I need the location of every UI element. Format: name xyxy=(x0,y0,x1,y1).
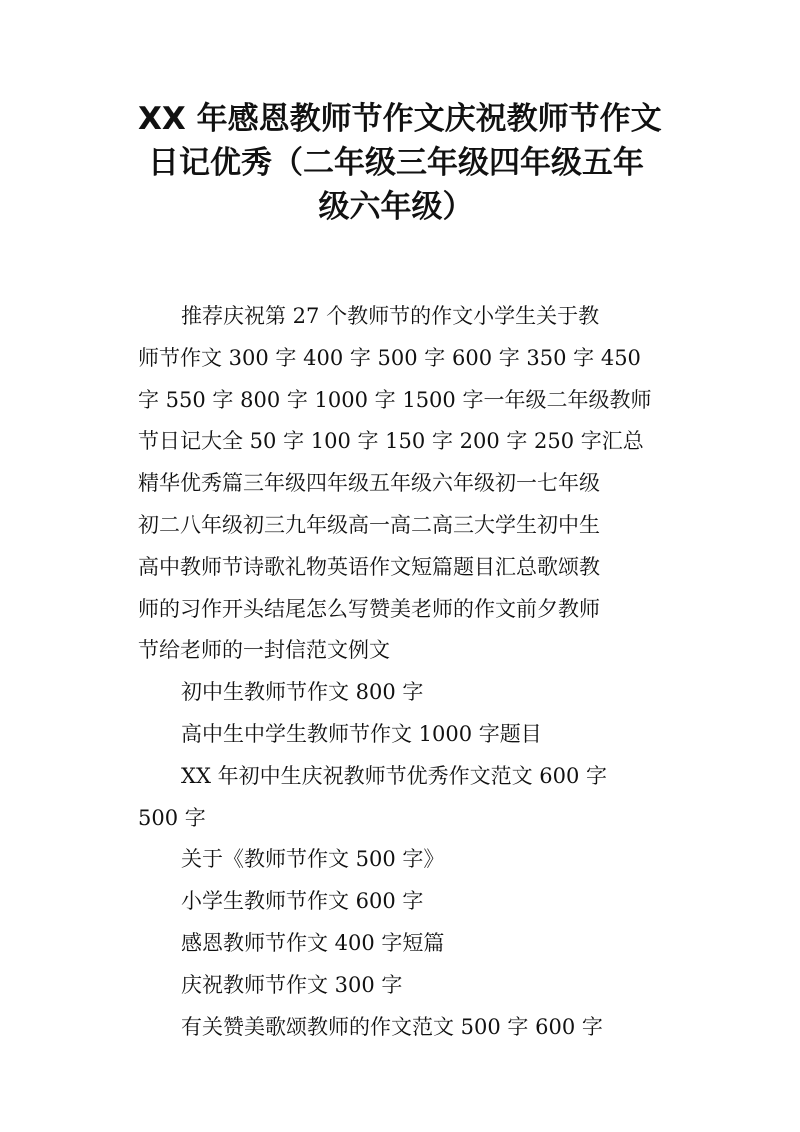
list-item-wrapped xyxy=(138,756,654,840)
intro-line: 精华优秀篇三年级四年级五年级六年级初一七年级 xyxy=(138,471,600,496)
intro-line: 字 550 字 800 字 1000 字 1500 字一年级二年级教师 xyxy=(138,387,652,412)
title-line: 日记优秀（二年级三年级四年级五年 xyxy=(148,145,644,181)
list-item: 小学生教师节作文 600 字 xyxy=(181,889,424,914)
list-item: 感恩教师节作文 400 字短篇 xyxy=(181,930,445,955)
title-line: XX 年感恩教师节作文庆祝教师节作文 xyxy=(138,101,662,137)
intro-line: 师的习作开头结尾怎么写赞美老师的作文前夕教师 xyxy=(138,596,600,621)
intro-line: 节日记大全 50 字 100 字 150 字 200 字 250 字汇总 xyxy=(138,429,644,454)
title-line: 级六年级） xyxy=(318,189,474,225)
list-item-line: 500 字 xyxy=(138,805,206,830)
list-item: 有关赞美歌颂教师的作文范文 500 字 600 字 xyxy=(181,1014,603,1039)
list-item: 庆祝教师节作文 300 字 xyxy=(181,972,403,997)
list-item-line: XX 年初中生庆祝教师节优秀作文范文 600 字 xyxy=(181,763,608,788)
intro-paragraph xyxy=(138,296,654,672)
document-title xyxy=(138,0,662,229)
list-item: 初中生教师节作文 800 字 xyxy=(181,680,424,705)
intro-line: 推荐庆祝第 27 个教师节的作文小学生关于教 xyxy=(181,304,600,328)
list-item: 高中生中学生教师节作文 1000 字题目 xyxy=(181,721,542,746)
intro-line: 高中教师节诗歌礼物英语作文短篇题目汇总歌颂教 xyxy=(138,554,600,579)
list-item: 关于《教师节作文 500 字》 xyxy=(181,847,445,872)
document-body xyxy=(138,296,654,1048)
intro-line: 初二八年级初三九年级高一高二高三大学生初中生 xyxy=(138,512,600,537)
intro-line: 师节作文 300 字 400 字 500 字 600 字 350 字 450 xyxy=(138,345,641,370)
intro-line: 节给老师的一封信范文例文 xyxy=(138,638,390,663)
